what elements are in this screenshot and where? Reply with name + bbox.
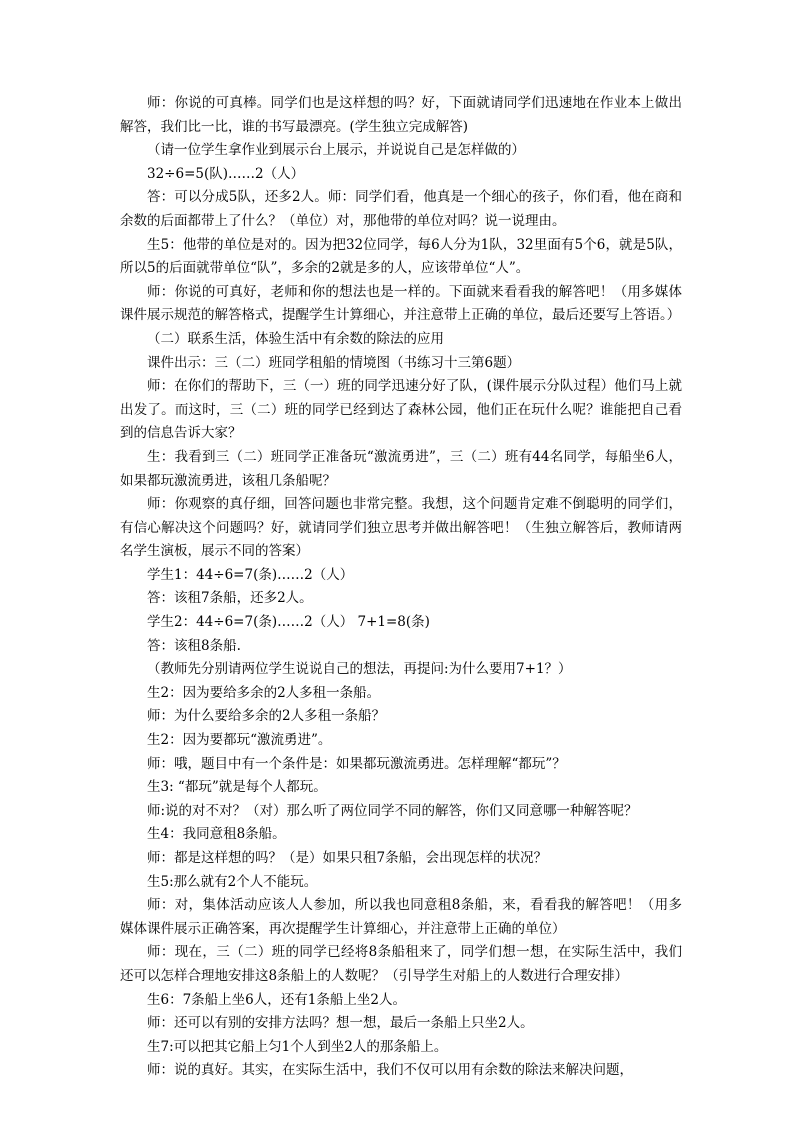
paragraph: 师：你观察的真仔细，回答问题也非常完整。我想，这个问题肯定难不倒聪明的同学们，有信心解决这个问题吗？好，就请同学们独立思考并做出解答吧！（生独立解答后，教师请两名学生演板，展示不同的答案） <box>120 496 682 560</box>
paragraph: 师：你说的可真棒。同学们也是这样想的吗？好，下面就请同学们迅速地在作业本上做出解答，我们比一比，谁的书写最漂亮。(学生独立完成解答) <box>120 95 682 135</box>
paragraph: 师：现在，三（二）班的同学已经将8条船租来了，同学们想一想，在实际生活中，我们还可以怎样合理地安排这8条船上的人数呢？（引导学生对船上的人数进行合理安排） <box>120 944 682 984</box>
paragraph: 课件出示：三（二）班同学租船的情境图（书练习十三第6题） <box>147 354 521 371</box>
paragraph: 学生1：44÷6=7(条)……2（人） <box>147 566 354 583</box>
paragraph: 生5：他带的单位是对的。因为把32位同学，每6人分为1队，32里面有5个6，就是5队，所以5的后面就带单位“队”，多余的2就是多的人，应该带单位“人”。 <box>120 236 682 277</box>
paragraph: 生5:那么就有2个人不能玩。 <box>147 873 318 890</box>
paragraph: 生：我看到三（二）班同学正准备玩“激流勇进”，三（二）班有44名同学，每船坐6人，如果都玩激流勇进，该租几条船呢？ <box>120 448 682 489</box>
paragraph: 生2：因为要都玩“激流勇进”。 <box>147 732 332 749</box>
paragraph: 32÷6=5(队)……2（人） <box>147 165 305 182</box>
paragraph: 生2：因为要给多余的2人多租一条船。 <box>147 684 381 701</box>
paragraph: 师：哦，题目中有一个条件是：如果都玩激流勇进。怎样理解“都玩”？ <box>147 755 566 772</box>
paragraph: 生4：我同意租8条船。 <box>147 826 286 843</box>
paragraph: 师：为什么要给多余的2人多租一条船？ <box>147 708 386 725</box>
section-heading: （二）联系生活，体验生活中有余数的除法的应用 <box>147 330 444 347</box>
paragraph: 答：该租8条船. <box>147 637 241 654</box>
paragraph: 学生2：44÷6=7(条)……2（人） 7+1=8(条) <box>147 614 430 631</box>
paragraph: 师：都是这样想的吗？（是）如果只租7条船，会出现怎样的状况？ <box>147 850 548 866</box>
paragraph: 答：该租7条船，还多2人。 <box>147 590 313 607</box>
paragraph: 答：可以分成5队，还多2人。师：同学们看，他真是一个细心的孩子，你们看，他在商和余数的后面都带上了什么？（单位）对，那他带的单位对吗？说一说理由。 <box>120 189 682 229</box>
paragraph: 师：还可以有别的安排方法吗？想一想，最后一条船上只坐2人。 <box>147 1015 534 1032</box>
paragraph: （教师先分别请两位学生说说自己的想法，再提问:为什么要用7+1？） <box>147 661 572 678</box>
paragraph: （请一位学生拿作业到展示台上展示，并说说自己是怎样做的） <box>147 142 525 159</box>
paragraph: 生7:可以把其它船上匀1个人到坐2人的那条船上。 <box>147 1038 448 1055</box>
paragraph: 生6：7条船上坐6人，还有1条船上坐2人。 <box>147 991 406 1008</box>
paragraph: 师：对，集体活动应该人人参加，所以我也同意租8条船，来，看看我的解答吧！（用多媒体课件展示正确答案，再次提醒学生计算细心，并注意带上正确的单位） <box>120 897 682 937</box>
paragraph: 师：说的真好。其实，在实际生活中，我们不仅可以用有余数的除法来解决问题， <box>147 1062 633 1079</box>
document-body <box>120 92 682 1083</box>
paragraph: 师:说的对不对？（对）那么听了两位同学不同的解答，你们又同意哪一种解答呢？ <box>147 802 638 819</box>
paragraph: 师：在你们的帮助下，三（一）班的同学迅速分好了队，(课件展示分队过程）他们马上就出发了。而这时，三（二）班的同学已经到达了森林公园，他们正在玩什么呢？谁能把自己看到的信息告诉大家？ <box>120 378 682 442</box>
paragraph: 师：你说的可真好，老师和你的想法也是一样的。下面就来看看我的解答吧！（用多媒体课件展示规范的解答格式，提醒学生计算细心，并注意带上正确的单位，最后还要写上答语。） <box>120 283 682 324</box>
paragraph: 生3: “都玩”就是每个人都玩。 <box>147 779 327 796</box>
